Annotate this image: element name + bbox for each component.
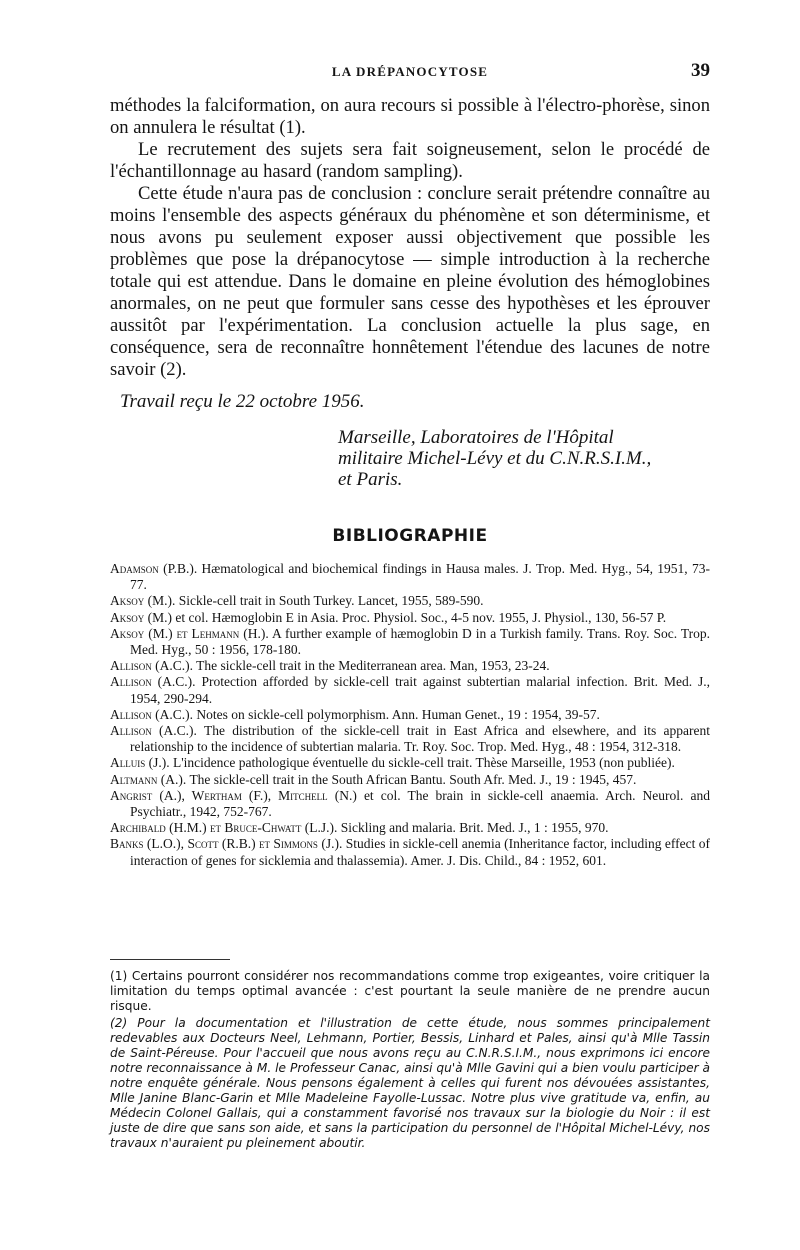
reference-text: The distribution of the sickle-cell trait in East Africa and elsewhere, and its apparent relationship to the incidence of subtertian malaria. Tr. Roy. Soc. Trop. Med. Hyg., 48 : 1954, 312-318. bbox=[130, 723, 711, 755]
reference-entry bbox=[110, 820, 710, 836]
affiliation bbox=[338, 427, 708, 490]
reference-text: Studies in sickle-cell anemia (Inheritance factor, including effect of interaction of genes for sicklemia and thalassemia). Amer. J. Dis. Child., 84 : 1952, 601. bbox=[130, 836, 711, 868]
reference-text: Sickling and malaria. Brit. Med. J., 1 : 1955, 970. bbox=[340, 820, 609, 836]
reference-author: Aksoy (M.) bbox=[110, 609, 172, 625]
reference-entry bbox=[110, 626, 710, 658]
reference-author: Aksoy (M.). bbox=[110, 593, 176, 609]
affiliation-line: militaire Michel-Lévy et du C.N.R.S.I.M., bbox=[338, 448, 652, 469]
reference-entry bbox=[110, 674, 710, 706]
footnotes bbox=[110, 969, 710, 1151]
reference-author: Adamson (P.B.). bbox=[110, 561, 198, 576]
reference-entry bbox=[110, 610, 710, 626]
paragraph: Cette étude n'aura pas de conclusion : conclure serait prétendre connaître au moins l'ensemble des aspects généraux du phénomène et son déterminisme, et nous avons pu seulement exposer aussi objectivement que possible les problèmes que pose la drépanocytose — simple introduction à la recherche totale qui est attendue. Dans le domaine en pleine évolution des hémoglobines anormales, on ne peut que formuler sans cesse des hypothèses et les éprouver aussitôt par l'expérimentation. La conclusion actuelle la plus sage, en conséquence, sera de reconnaître honnêtement l'étendue des lacunes de notre savoir (2). bbox=[110, 183, 710, 380]
bibliography-list bbox=[110, 561, 710, 869]
running-header bbox=[110, 60, 710, 86]
reference-text: Sickle-cell trait in South Turkey. Lancet, 1955, 589-590. bbox=[178, 593, 484, 609]
reference-author: Angrist (A.), Wertham (F.), Mitchell (N.) bbox=[110, 787, 357, 803]
reference-text: et col. Hæmoglobin E in Asia. Proc. Physiol. Soc., 4-5 nov. 1955, J. Physiol., 130, 56-57 P. bbox=[175, 609, 667, 625]
reference-author: Altmann (A.). bbox=[110, 771, 187, 787]
reference-author: Allison (A.C.). bbox=[110, 658, 193, 674]
reference-author: Allison (A.C.). bbox=[110, 674, 196, 690]
body-text bbox=[110, 95, 710, 381]
reference-entry bbox=[110, 593, 710, 609]
reference-text: Notes on sickle-cell polymorphism. Ann. Human Genet., 19 : 1954, 39-57. bbox=[196, 706, 600, 722]
bibliography-heading: BIBLIOGRAPHIE bbox=[332, 526, 488, 546]
running-title: LA DRÉPANOCYTOSE bbox=[331, 64, 489, 79]
reference-entry bbox=[110, 836, 710, 868]
reference-author: Archibald (H.M.) et Bruce-Chwatt (L.J.). bbox=[110, 820, 338, 836]
reference-text: Hæmatological and biochemical findings in Hausa males. J. Trop. Med. Hyg., 54, 1951, 73-77. bbox=[130, 561, 710, 593]
reference-entry bbox=[110, 561, 710, 593]
footnote-1: (1) Certains pourront considérer nos recommandations comme trop exigeantes, voire critiquer la limitation du temps optimal avancée : c'est pourtant la seule manière de ne prendre aucun risque. bbox=[110, 969, 710, 1013]
page-number: 39 bbox=[691, 60, 710, 81]
reference-text: et col. The brain in sickle-cell anaemia. Arch. Neurol. and Psychiatr., 1942, 752-767. bbox=[130, 787, 710, 820]
reference-text: The sickle-cell trait in the Mediterranean area. Man, 1953, 23-24. bbox=[196, 658, 550, 674]
received-date: Travail reçu le 22 octobre 1956. bbox=[120, 391, 365, 412]
affiliation-line: et Paris. bbox=[338, 469, 403, 490]
reference-author: Allison (A.C.). bbox=[110, 706, 193, 722]
reference-author: Allison (A.C.). bbox=[110, 723, 197, 739]
affiliation-line: Marseille, Laboratoires de l'Hôpital bbox=[338, 427, 614, 448]
reference-text: Protection afforded by sickle-cell trait against subtertian malarial infection. Brit. Med. J., 1954, 290-294. bbox=[130, 674, 711, 706]
reference-entry bbox=[110, 723, 710, 755]
reference-text: A further example of hæmoglobin D in a Turkish family. Trans. Roy. Soc. Trop. Med. Hyg., 50 : 1956, 178-180. bbox=[130, 625, 710, 658]
reference-author: Aksoy (M.) et Lehmann (H.). bbox=[110, 625, 269, 641]
reference-author: Alluis (J.). bbox=[110, 755, 170, 771]
paragraph: Le recrutement des sujets sera fait soigneusement, selon le procédé de l'échantillonnage au hasard (random sampling). bbox=[110, 139, 710, 182]
reference-text: The sickle-cell trait in the South African Bantu. South Afr. Med. J., 19 : 1945, 457. bbox=[189, 771, 637, 787]
footnote-divider bbox=[110, 959, 230, 960]
reference-author: Banks (L.O.), Scott (R.B.) et Simmons (J.). bbox=[110, 836, 343, 852]
reference-entry bbox=[110, 772, 710, 788]
footnote-2: (2) Pour la documentation et l'illustration de cette étude, nous sommes principalement redevables aux Docteurs Neel, Lehmann, Portier, Bessis, Linhard et Pales, ainsi qu'à Mlle Tassin de Saint-Péreuse. Pour l'accueil que nous avons reçu au C.N.R.S.I.M., nous exprimons ici encore notre reconnaissance à M. le Professeur Canac, ainsi qu'à Mlle Gavini qui a bien voulu participer à notre enquête générale. Nous pensons également à celles qui furent nos dévouées assistantes, Mlle Janine Blanc-Garin et Mlle Madeleine Fayolle-Lussac. Notre plus vive gratitude va, enfin, au Médecin Colonel Gallais, qui a constamment favorisé nos travaux sur la biologie du Noir : il est juste de dire que sans son aide, et sans la participation du personnel de l'Hôpital Michel-Lévy, nos travaux n'auraient pu pleinement aboutir. bbox=[110, 1016, 710, 1150]
paragraph: méthodes la falciformation, on aura recours si possible à l'électro-phorèse, sinon on annulera le résultat (1). bbox=[110, 95, 710, 138]
reference-entry bbox=[110, 788, 710, 820]
reference-entry bbox=[110, 658, 710, 674]
reference-entry bbox=[110, 707, 710, 723]
reference-entry bbox=[110, 755, 710, 771]
reference-text: L'incidence pathologique éventuelle du sickle-cell trait. Thèse Marseille, 1953 (non publiée). bbox=[173, 755, 675, 771]
